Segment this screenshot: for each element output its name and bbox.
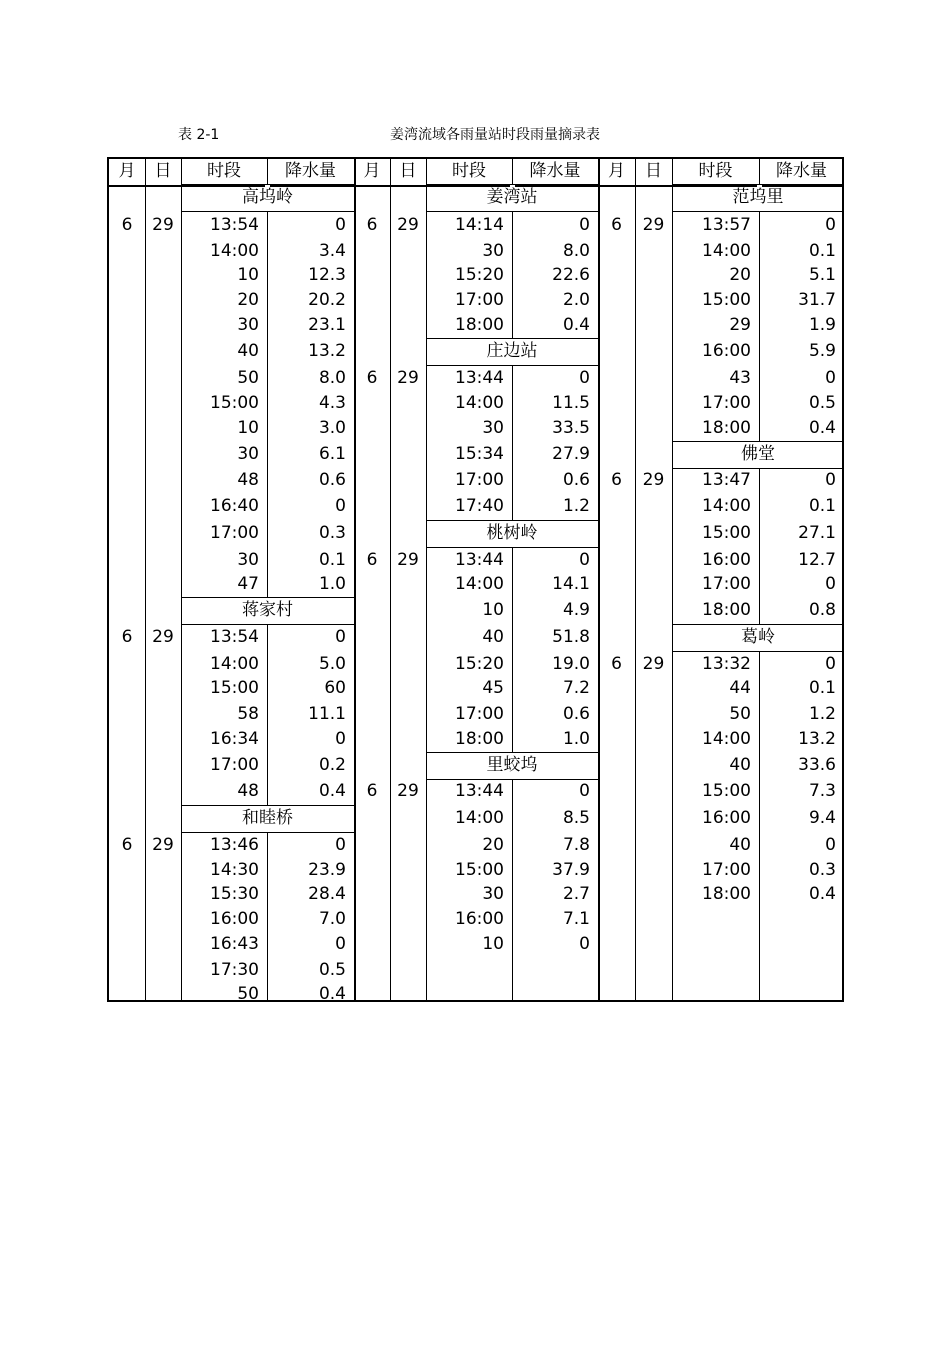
header-rainfall: 降水量 <box>285 161 336 181</box>
header-period: 时段 <box>698 161 733 181</box>
period-value: 18:00 <box>702 884 751 904</box>
period-value: 16:00 <box>210 909 259 929</box>
rainfall-value: 0 <box>825 368 836 388</box>
station-line <box>426 211 598 212</box>
rainfall-value: 0.4 <box>318 781 346 801</box>
period-value: 40 <box>729 755 751 775</box>
period-value: 13:32 <box>702 654 751 674</box>
rainfall-value: 13.2 <box>798 729 836 749</box>
column-divider <box>390 159 391 1000</box>
period-value: 48 <box>237 781 259 801</box>
group-divider <box>354 159 356 1000</box>
period-value: 14:30 <box>210 860 259 880</box>
period-value: 15:00 <box>210 678 259 698</box>
month-value: 6 <box>366 368 378 388</box>
period-value: 15:00 <box>702 781 751 801</box>
rainfall-table <box>107 157 844 1002</box>
period-value: 47 <box>237 574 259 594</box>
period-value: 15:00 <box>455 860 504 880</box>
period-value: 13:46 <box>210 835 259 855</box>
rainfall-value: 12.7 <box>798 550 836 570</box>
rainfall-value: 8.0 <box>318 368 346 388</box>
rainfall-value: 33.5 <box>552 418 590 438</box>
header-month: 月 <box>608 161 625 181</box>
station-line <box>672 211 844 212</box>
rainfall-value: 0 <box>335 627 346 647</box>
period-value: 10 <box>237 418 259 438</box>
period-value: 50 <box>729 704 751 724</box>
rainfall-value: 3.0 <box>318 418 346 438</box>
period-value: 16:00 <box>702 341 751 361</box>
station-line <box>672 468 844 469</box>
rainfall-value: 27.9 <box>552 444 590 464</box>
period-value: 30 <box>482 241 504 261</box>
header-day: 日 <box>645 161 662 181</box>
rainfall-value: 1.2 <box>808 704 836 724</box>
period-value: 20 <box>237 290 259 310</box>
rainfall-value: 0.4 <box>808 884 836 904</box>
day-value: 29 <box>397 550 419 570</box>
station-line <box>426 547 598 548</box>
period-value: 13:44 <box>455 368 504 388</box>
period-value: 50 <box>237 984 259 1004</box>
day-value: 29 <box>642 470 665 490</box>
period-value: 14:00 <box>455 393 504 413</box>
station-name: 庄边站 <box>486 341 538 361</box>
rainfall-value: 0 <box>825 574 836 594</box>
rainfall-value: 33.6 <box>798 755 836 775</box>
rainfall-value: 20.2 <box>308 290 346 310</box>
rainfall-value: 5.9 <box>808 341 836 361</box>
station-name: 里蛟坞 <box>486 755 538 775</box>
rainfall-value: 4.9 <box>562 600 590 620</box>
period-value: 15:00 <box>702 290 751 310</box>
period-value: 14:00 <box>210 654 259 674</box>
period-value: 10 <box>482 600 504 620</box>
period-value: 15:20 <box>455 265 504 285</box>
rainfall-value: 1.9 <box>808 315 836 335</box>
header-rainfall: 降水量 <box>529 161 581 181</box>
rainfall-value: 0.1 <box>318 550 346 570</box>
rainfall-value: 3.4 <box>318 241 346 261</box>
period-value: 17:30 <box>210 960 259 980</box>
rainfall-value: 9.4 <box>808 808 836 828</box>
month-value: 6 <box>366 215 378 235</box>
day-value: 29 <box>642 654 665 674</box>
station-line <box>181 211 354 212</box>
station-name: 佛堂 <box>741 444 775 464</box>
rainfall-value: 0 <box>335 729 346 749</box>
period-value: 18:00 <box>702 600 751 620</box>
period-value: 58 <box>237 704 259 724</box>
period-value: 30 <box>237 315 259 335</box>
station-name: 高坞岭 <box>242 187 293 207</box>
rainfall-value: 5.0 <box>318 654 346 674</box>
period-value: 18:00 <box>702 418 751 438</box>
rainfall-value: 0.1 <box>808 678 836 698</box>
period-value: 17:00 <box>210 523 259 543</box>
period-value: 17:00 <box>455 290 504 310</box>
header-period: 时段 <box>452 161 486 181</box>
month-value: 6 <box>611 654 622 674</box>
period-value: 40 <box>729 835 751 855</box>
period-value: 16:40 <box>210 496 259 516</box>
period-value: 30 <box>482 418 504 438</box>
station-name: 桃树岭 <box>486 523 538 543</box>
period-value: 17:00 <box>455 470 504 490</box>
rainfall-value: 0 <box>579 550 590 570</box>
period-value: 43 <box>729 368 751 388</box>
rainfall-value: 0.5 <box>808 393 836 413</box>
period-value: 14:00 <box>210 241 259 261</box>
period-value: 16:00 <box>455 909 504 929</box>
period-value: 13:57 <box>702 215 751 235</box>
rainfall-value: 0 <box>825 215 836 235</box>
rainfall-value: 7.8 <box>562 835 590 855</box>
rainfall-value: 13.2 <box>308 341 346 361</box>
day-value: 29 <box>642 215 665 235</box>
rainfall-value: 7.0 <box>318 909 346 929</box>
rainfall-value: 0.3 <box>318 523 346 543</box>
period-value: 48 <box>237 470 259 490</box>
rainfall-value: 1.2 <box>562 496 590 516</box>
station-line <box>181 832 354 833</box>
month-value: 6 <box>611 215 622 235</box>
period-value: 15:00 <box>702 523 751 543</box>
period-value: 14:00 <box>702 496 751 516</box>
period-value: 29 <box>729 315 751 335</box>
rainfall-value: 19.0 <box>552 654 590 674</box>
rainfall-value: 2.7 <box>562 884 590 904</box>
station-name: 蒋家村 <box>242 600 293 620</box>
day-value: 29 <box>397 215 419 235</box>
period-value: 13:44 <box>455 550 504 570</box>
period-value: 15:20 <box>455 654 504 674</box>
month-value: 6 <box>121 627 133 647</box>
rainfall-value: 7.3 <box>808 781 836 801</box>
period-value: 14:00 <box>455 574 504 594</box>
rainfall-value: 7.1 <box>562 909 590 929</box>
period-value: 17:00 <box>702 574 751 594</box>
rainfall-value: 27.1 <box>798 523 836 543</box>
period-value: 17:00 <box>702 393 751 413</box>
period-value: 15:34 <box>455 444 504 464</box>
rainfall-value: 11.5 <box>552 393 590 413</box>
rainfall-value: 28.4 <box>308 884 346 904</box>
day-value: 29 <box>152 627 174 647</box>
month-value: 6 <box>121 835 133 855</box>
period-value: 17:00 <box>455 704 504 724</box>
rainfall-value: 0 <box>579 215 590 235</box>
period-value: 20 <box>482 835 504 855</box>
period-value: 13:54 <box>210 215 259 235</box>
period-value: 17:00 <box>210 755 259 775</box>
month-value: 6 <box>611 470 622 490</box>
period-value: 18:00 <box>455 729 504 749</box>
rainfall-value: 0.6 <box>318 470 346 490</box>
period-value: 13:44 <box>455 781 504 801</box>
period-value: 14:00 <box>702 729 751 749</box>
station-name: 葛岭 <box>741 627 775 647</box>
period-value: 30 <box>237 550 259 570</box>
month-value: 6 <box>121 215 133 235</box>
period-value: 40 <box>237 341 259 361</box>
rainfall-value: 0 <box>579 934 590 954</box>
rainfall-value: 37.9 <box>552 860 590 880</box>
rainfall-value: 8.5 <box>562 808 590 828</box>
rainfall-value: 0 <box>825 835 836 855</box>
table-label: 表 2-1 <box>178 127 220 143</box>
period-value: 30 <box>237 444 259 464</box>
header-day: 日 <box>399 161 417 181</box>
station-name: 姜湾站 <box>486 187 538 207</box>
header-period: 时段 <box>207 161 241 181</box>
header-rainfall: 降水量 <box>776 161 827 181</box>
rainfall-value: 0.4 <box>318 984 346 1004</box>
rainfall-value: 11.1 <box>308 704 346 724</box>
rainfall-value: 0.4 <box>808 418 836 438</box>
period-value: 45 <box>482 678 504 698</box>
rainfall-value: 2.0 <box>562 290 590 310</box>
rainfall-value: 4.3 <box>318 393 346 413</box>
rainfall-value: 0 <box>335 835 346 855</box>
rainfall-value: 23.1 <box>308 315 346 335</box>
period-value: 18:00 <box>455 315 504 335</box>
rainfall-value: 14.1 <box>552 574 590 594</box>
day-value: 29 <box>397 781 419 801</box>
rainfall-value: 0.4 <box>562 315 590 335</box>
rainfall-value: 0 <box>579 368 590 388</box>
rainfall-value: 0.3 <box>808 860 836 880</box>
day-value: 29 <box>152 835 174 855</box>
column-divider <box>635 159 636 1000</box>
rainfall-value: 0.2 <box>318 755 346 775</box>
period-value: 10 <box>237 265 259 285</box>
day-value: 29 <box>397 368 419 388</box>
station-name: 和睦桥 <box>242 808 293 828</box>
period-value: 15:00 <box>210 393 259 413</box>
rainfall-value: 12.3 <box>308 265 346 285</box>
period-value: 17:40 <box>455 496 504 516</box>
period-value: 13:54 <box>210 627 259 647</box>
rainfall-value: 0.6 <box>562 704 590 724</box>
day-value: 29 <box>152 215 174 235</box>
rainfall-value: 0.5 <box>318 960 346 980</box>
period-value: 14:00 <box>455 808 504 828</box>
header-day: 日 <box>154 161 172 181</box>
station-line <box>426 365 598 366</box>
group-divider <box>598 159 600 1000</box>
rainfall-value: 22.6 <box>552 265 590 285</box>
rainfall-value: 0 <box>335 934 346 954</box>
period-value: 17:00 <box>702 860 751 880</box>
rainfall-value: 7.2 <box>562 678 590 698</box>
period-value: 16:00 <box>702 550 751 570</box>
period-value: 14:14 <box>455 215 504 235</box>
rainfall-value: 23.9 <box>308 860 346 880</box>
period-value: 16:34 <box>210 729 259 749</box>
rainfall-value: 0.8 <box>808 600 836 620</box>
period-value: 10 <box>482 934 504 954</box>
period-value: 15:30 <box>210 884 259 904</box>
header-month: 月 <box>118 161 136 181</box>
period-value: 20 <box>729 265 751 285</box>
period-value: 40 <box>482 627 504 647</box>
rainfall-value: 1.0 <box>562 729 590 749</box>
period-value: 50 <box>237 368 259 388</box>
rainfall-value: 31.7 <box>798 290 836 310</box>
rainfall-value: 8.0 <box>562 241 590 261</box>
period-value: 14:00 <box>702 241 751 261</box>
rainfall-value: 60 <box>324 678 346 698</box>
rainfall-value: 0 <box>579 781 590 801</box>
header-month: 月 <box>363 161 381 181</box>
period-value: 44 <box>729 678 751 698</box>
station-line <box>672 651 844 652</box>
rainfall-value: 0 <box>825 470 836 490</box>
period-value: 16:00 <box>702 808 751 828</box>
rainfall-value: 6.1 <box>318 444 346 464</box>
rainfall-value: 51.8 <box>552 627 590 647</box>
rainfall-value: 5.1 <box>808 265 836 285</box>
station-name: 范坞里 <box>732 187 784 207</box>
station-line <box>426 779 598 780</box>
rainfall-value: 0.6 <box>562 470 590 490</box>
period-value: 30 <box>482 884 504 904</box>
rainfall-value: 1.0 <box>318 574 346 594</box>
period-value: 13:47 <box>702 470 751 490</box>
month-value: 6 <box>366 781 378 801</box>
rainfall-value: 0.1 <box>808 496 836 516</box>
rainfall-value: 0.1 <box>808 241 836 261</box>
rainfall-value: 0 <box>335 496 346 516</box>
rainfall-value: 0 <box>335 215 346 235</box>
period-value: 16:43 <box>210 934 259 954</box>
station-line <box>181 624 354 625</box>
rainfall-value: 0 <box>825 654 836 674</box>
month-value: 6 <box>366 550 378 570</box>
column-divider <box>145 159 146 1000</box>
table-title: 姜湾流域各雨量站时段雨量摘录表 <box>390 127 600 143</box>
